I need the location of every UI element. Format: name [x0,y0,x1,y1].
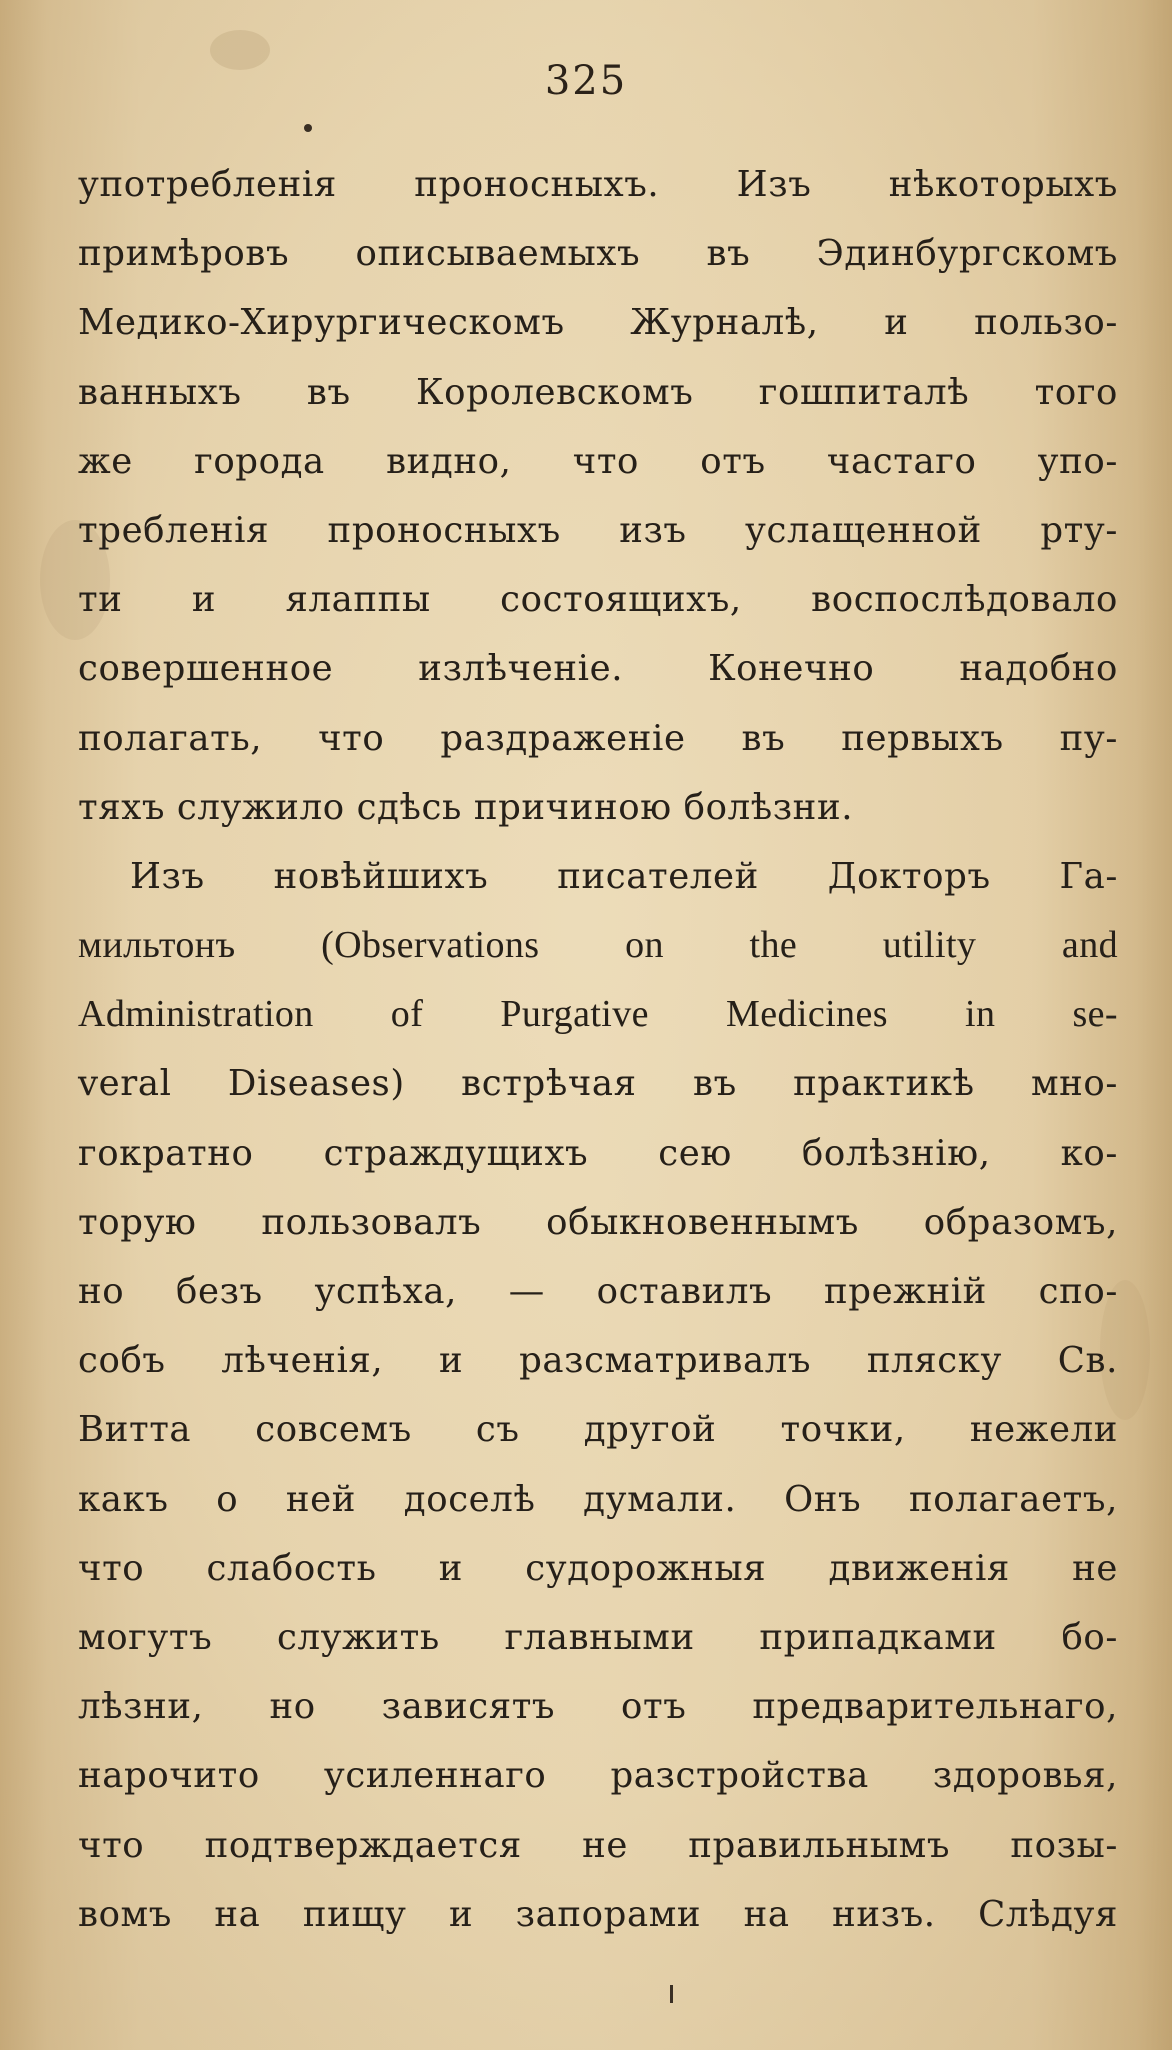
page-number: 325 [544,58,628,104]
text-line: какъ о ней доселѣ думали. Онъ полагаетъ, [78,1478,1118,1520]
text-line: ванныхъ въ Королевскомъ гошпиталѣ того [78,371,1118,413]
text-line: Administration of Purgative Medicines in se- [78,993,1118,1036]
text-line: что подтверждается не правильнымъ позы- [78,1824,1118,1866]
text-line: совершенное излѣченіе. Конечно надобно [78,648,1118,690]
text-line: требленія проносныхъ изъ услащенной рту- [78,509,1118,551]
text-line: но безъ успѣха, — оставилъ прежній спо- [78,1271,1118,1312]
text-line: полагать, что раздраженіе въ первыхъ пу- [78,717,1118,759]
text-line: veral Diseases) встрѣчая въ практикѣ мно- [78,1063,1118,1105]
ink-dot [304,124,312,132]
text-line: же города видно, что отъ частаго упо- [78,440,1118,482]
text-line: лѣзни, но зависятъ отъ предварительнаго, [78,1686,1118,1728]
text-line: Витта совсемъ съ другой точки, нежели [78,1409,1118,1451]
text-line: ти и ялаппы состоящихъ, воспослѣдовало [78,579,1118,621]
text-line: что слабость и судорожныя движенія не [78,1547,1118,1589]
text-line: Медико-Хирургическомъ Журналѣ, и пользо- [78,302,1118,344]
paragraph-first-line: Изъ новѣйшихъ писателей Докторъ Га- [130,855,1118,897]
text-line: тяхъ служило сдѣсь причиною болѣзни. [78,786,854,828]
text-line: торую пользовалъ обыкновеннымъ образомъ, [78,1201,1118,1243]
text-line: могутъ служить главными припадками бо- [78,1616,1118,1658]
text-line: мильтонъ (Observations on the utility and [78,924,1118,967]
text-line: вомъ на пищу и запорами на низъ. Слѣдуя [78,1893,1118,1935]
text-line: употребленія проносныхъ. Изъ нѣкоторыхъ [78,164,1118,205]
text-line: нарочито усиленнаго разстройства здоровья, [78,1755,1118,1797]
body-text [78,150,1118,1949]
text-line: гократно страждущихъ сею болѣзнію, ко- [78,1132,1118,1174]
text-line: собъ лѣченія, и разсматривалъ пляску Св. [78,1340,1118,1382]
ink-mark [670,1985,673,2003]
text-line: примѣровъ описываемыхъ въ Эдинбургскомъ [78,233,1118,275]
